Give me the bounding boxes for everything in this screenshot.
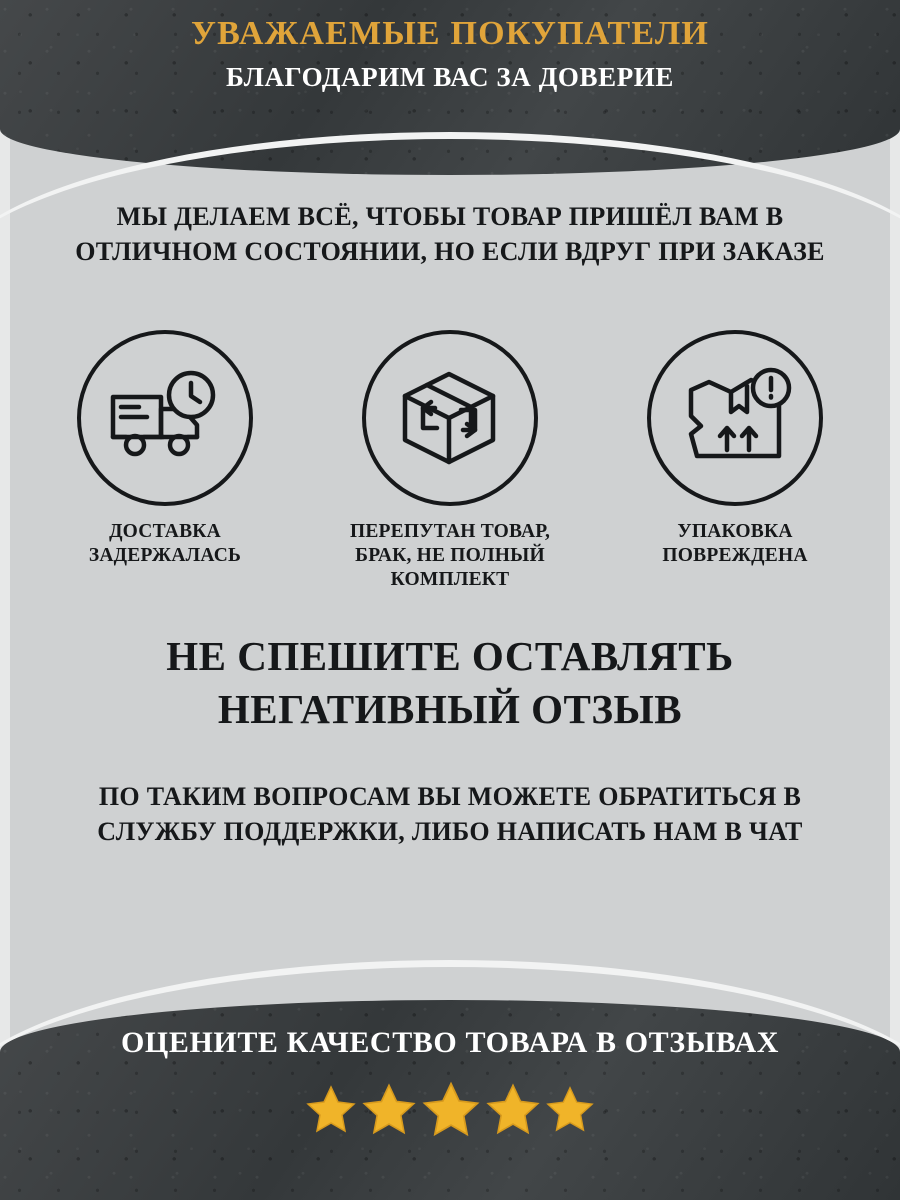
star-icon — [485, 1081, 541, 1137]
issue-caption-damaged-package: УПАКОВКА ПОВРЕЖДЕНА — [662, 521, 808, 566]
issue-item-delivery-delayed — [40, 330, 290, 568]
headline-text: НЕ СПЕШИТЕ ОСТАВЛЯТЬ НЕГАТИВНЫЙ ОТЗЫВ — [166, 633, 734, 733]
star-icon — [421, 1079, 481, 1139]
star-icon — [361, 1081, 417, 1137]
box-return-arrow-icon — [362, 330, 538, 506]
page-left-edge — [0, 0, 10, 1200]
footer-title: ОЦЕНИТЕ КАЧЕСТВО ТОВАРА В ОТЗЫВАХ — [120, 1026, 780, 1059]
rating-stars — [0, 1079, 900, 1139]
delivery-truck-clock-icon — [77, 330, 253, 506]
issue-item-wrong-item — [325, 330, 575, 591]
star-icon — [545, 1084, 595, 1134]
issue-icons-row — [40, 330, 860, 591]
issue-caption-wrong-item: ПЕРЕПУТАН ТОВАР, БРАК, НЕ ПОЛНЫЙ КОМПЛЕКТ — [349, 521, 551, 590]
footer — [0, 1025, 900, 1139]
header-subtitle: БЛАГОДАРИМ ВАС ЗА ДОВЕРИЕ — [225, 61, 675, 92]
star-icon — [305, 1083, 357, 1135]
issue-item-damaged-package — [610, 330, 860, 568]
damaged-package-icon — [647, 330, 823, 506]
header — [0, 16, 900, 93]
issue-caption-delivery-delayed: ДОСТАВКА ЗАДЕРЖАЛАСЬ — [88, 521, 242, 566]
page-right-edge — [890, 0, 900, 1200]
support-text: ПО ТАКИМ ВОПРОСАМ ВЫ МОЖЕТЕ ОБРАТИТЬСЯ В СЛУЖБУ ПОДДЕРЖКИ, ЛИБО НАПИСАТЬ НАМ В ЧАТ — [97, 782, 803, 846]
header-title: УВАЖАЕМЫЕ ПОКУПАТЕЛИ — [190, 15, 710, 52]
intro-text: МЫ ДЕЛАЕМ ВСЁ, ЧТОБЫ ТОВАР ПРИШЁЛ ВАМ В ОТЛИЧНОМ СОСТОЯНИИ, НО ЕСЛИ ВДРУГ ПРИ ЗАКАЗЕ — [75, 202, 825, 266]
